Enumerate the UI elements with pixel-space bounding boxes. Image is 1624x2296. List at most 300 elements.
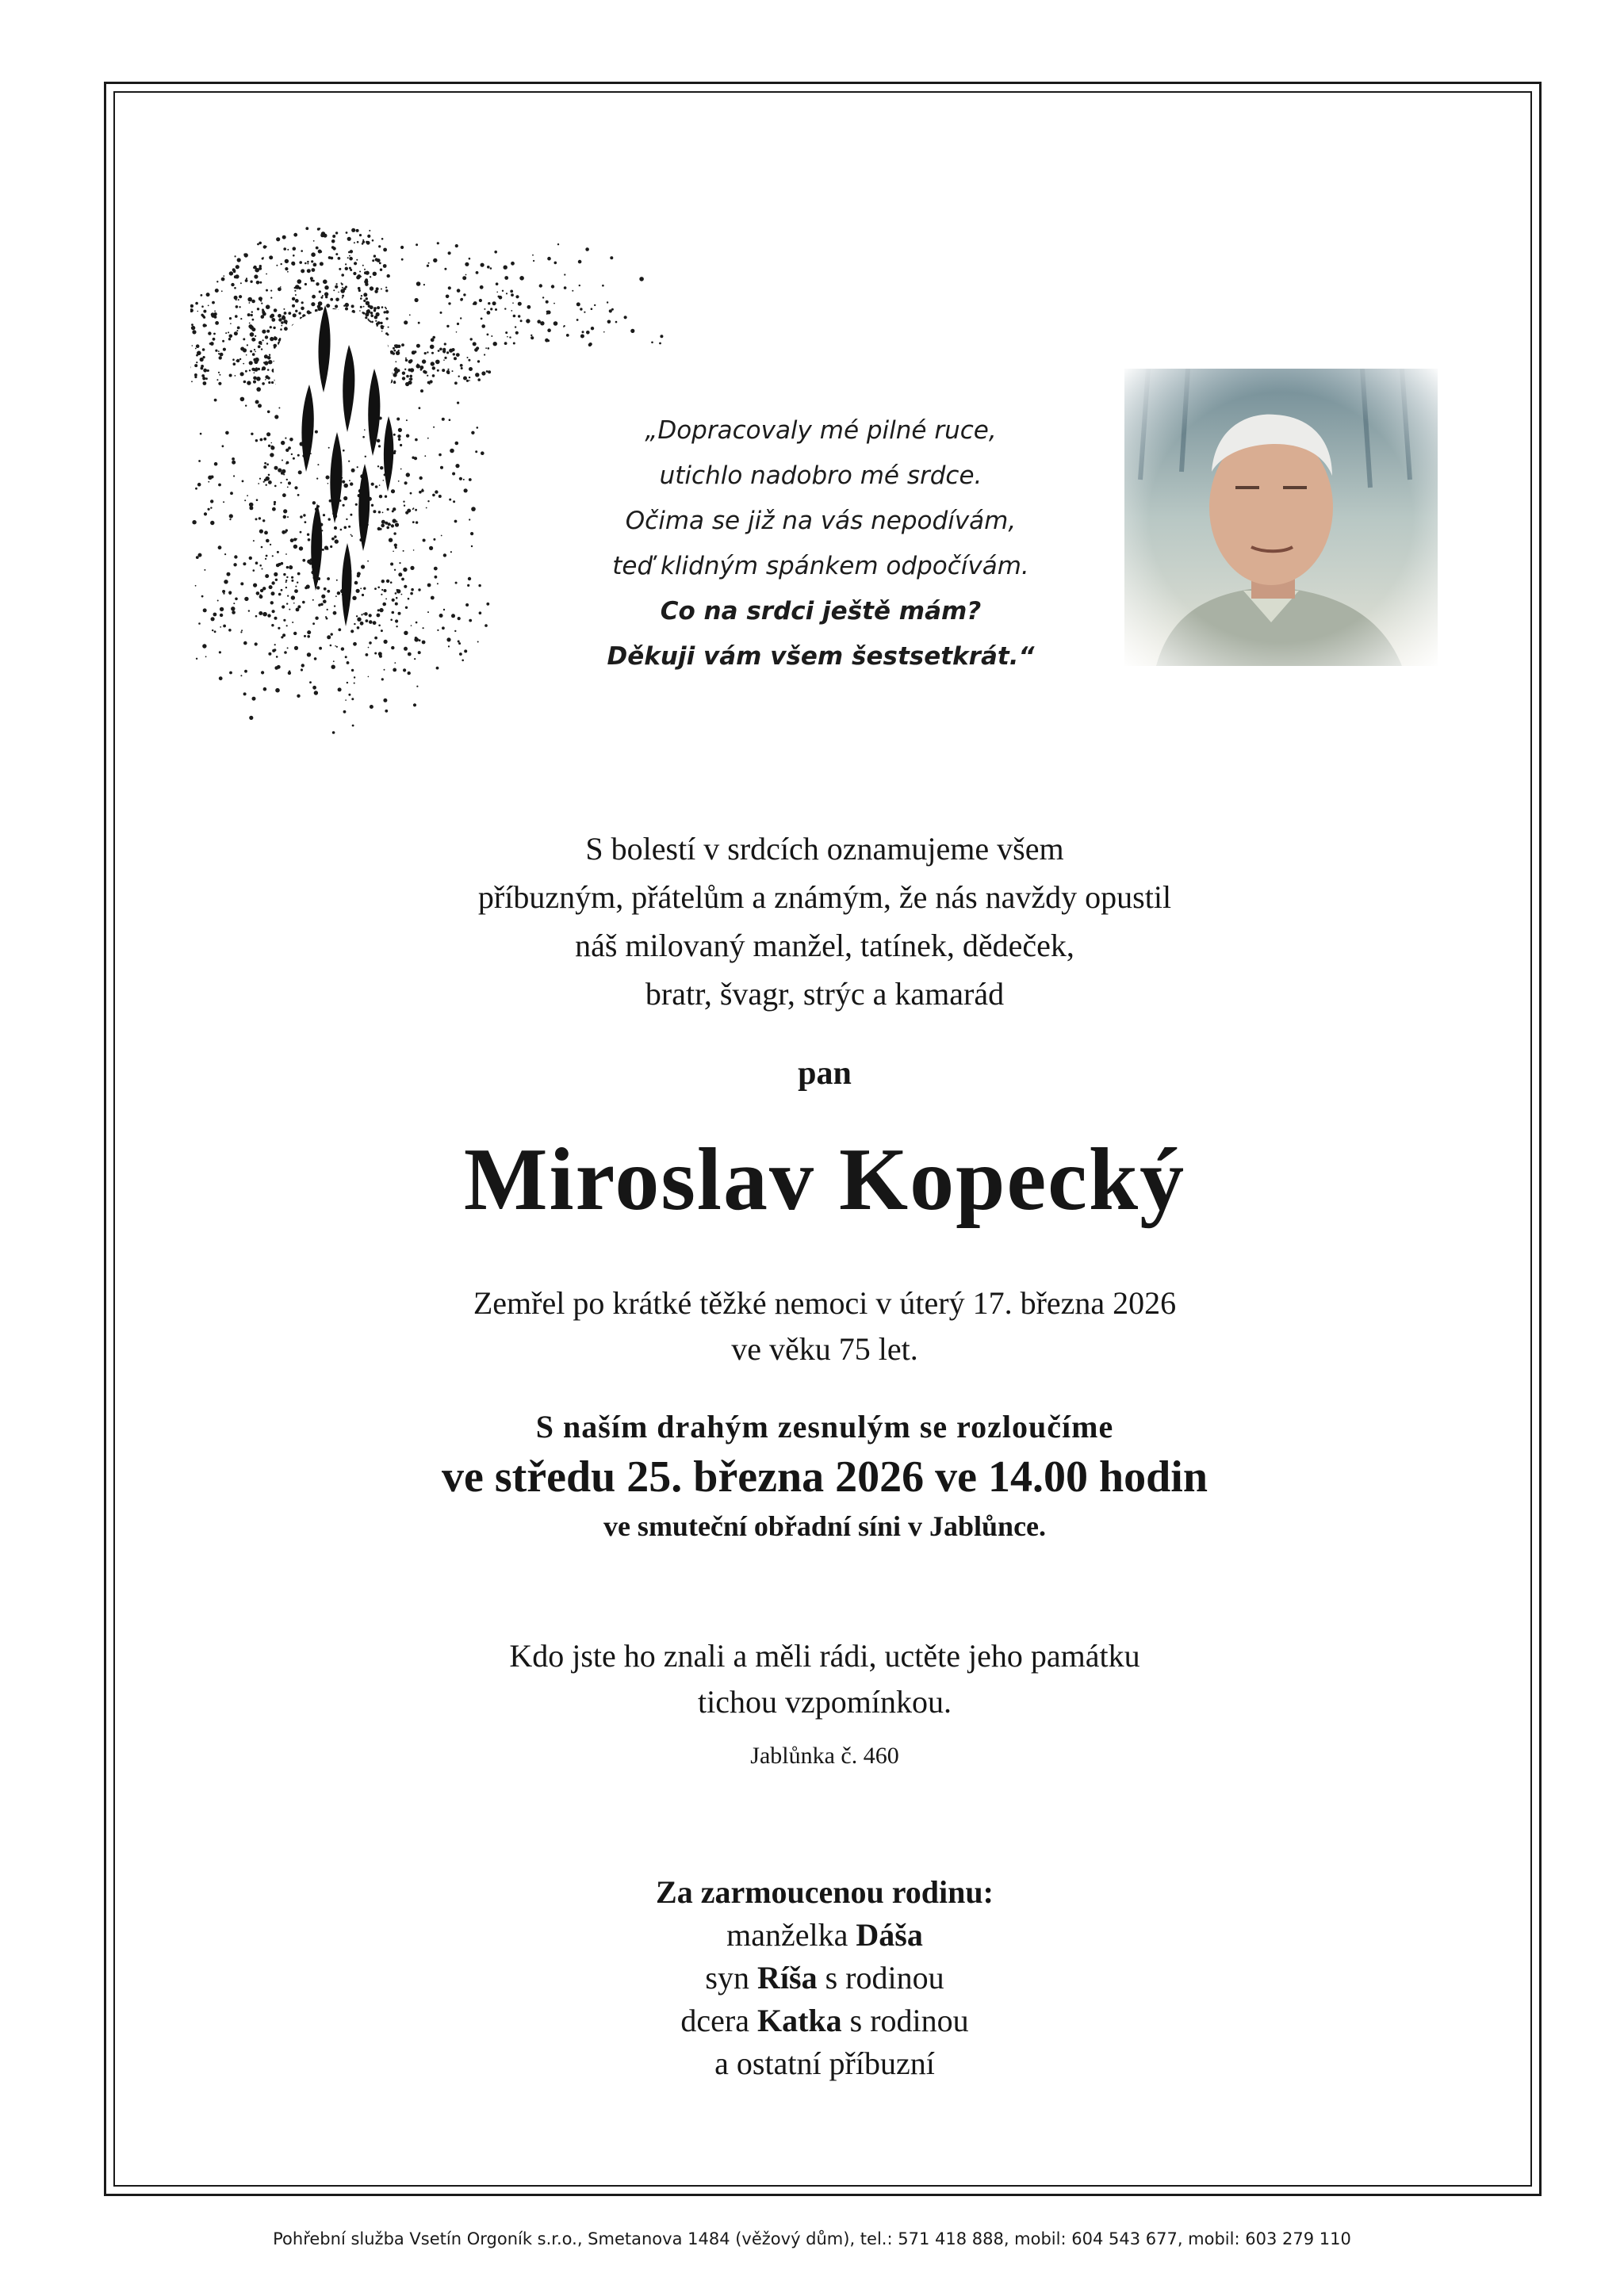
stipple-dot [210, 499, 213, 503]
stipple-dot [262, 568, 263, 570]
stipple-dot [348, 526, 350, 528]
suffix: s rodinou [825, 1960, 944, 1996]
stipple-dot [366, 297, 368, 300]
stipple-dot [223, 501, 224, 503]
remembrance-line: Kdo jste ho znali a měli rádi, uctěte jeho památku [509, 1638, 1140, 1674]
stipple-dot [294, 287, 297, 289]
stipple-dot [307, 269, 311, 273]
stipple-dot [259, 594, 261, 595]
stipple-dot [470, 338, 473, 340]
stipple-dot [272, 555, 274, 557]
stipple-dot [360, 306, 362, 308]
stipple-dot [530, 335, 532, 336]
stipple-dot [300, 515, 303, 519]
stipple-dot [390, 563, 393, 566]
stipple-dot [278, 314, 282, 318]
stipple-dot [381, 580, 385, 583]
stipple-dot [282, 530, 285, 534]
stipple-dot [259, 478, 261, 480]
stipple-dot [254, 372, 255, 373]
stipple-dot [365, 456, 366, 457]
stipple-dot [272, 610, 275, 613]
stipple-dot [253, 569, 255, 572]
stipple-dot [243, 692, 247, 695]
stipple-dot [448, 286, 451, 289]
stipple-dot [530, 336, 534, 339]
stipple-dot [453, 500, 455, 503]
stipple-dot [400, 444, 402, 446]
stipple-dot [350, 534, 352, 536]
stipple-dot [243, 348, 247, 352]
stipple-dot [228, 629, 232, 632]
stipple-dot [235, 255, 236, 257]
stipple-dot [261, 546, 263, 549]
stipple-dot [392, 611, 395, 614]
stipple-dot [243, 562, 246, 565]
stipple-dot [406, 419, 408, 421]
stipple-dot [396, 626, 397, 627]
stipple-dot [304, 635, 306, 637]
stipple-dot [385, 310, 389, 313]
stipple-dot [546, 300, 549, 304]
stipple-dot [270, 453, 274, 457]
stipple-dot [397, 434, 400, 438]
stipple-dot [377, 306, 380, 309]
stipple-dot [398, 480, 400, 482]
stipple-dot [457, 289, 461, 293]
stipple-dot [240, 318, 242, 320]
family-member-daughter [262, 1999, 1388, 2042]
stipple-dot [295, 586, 297, 587]
stipple-dot [488, 302, 490, 304]
stipple-dot [291, 580, 293, 582]
stipple-dot [300, 531, 302, 534]
stipple-dot [458, 642, 461, 645]
stipple-dot [208, 481, 209, 483]
stipple-dot [259, 281, 262, 284]
stipple-dot [384, 640, 388, 644]
stipple-dot [297, 695, 300, 698]
stipple-dot [311, 280, 313, 282]
stipple-dot [385, 599, 387, 600]
stipple-dot [372, 239, 374, 242]
stipple-dot [266, 330, 270, 333]
stipple-dot [221, 277, 225, 281]
stipple-dot [328, 256, 331, 259]
stipple-dot [409, 378, 411, 380]
stipple-dot [289, 609, 290, 610]
stipple-dot [212, 301, 215, 304]
stipple-dot [343, 450, 345, 452]
stipple-dot [355, 503, 358, 506]
stipple-dot [331, 538, 335, 541]
stipple-dot [356, 615, 358, 617]
stipple-dot [250, 332, 255, 337]
stipple-dot [418, 322, 420, 324]
stipple-dot [611, 308, 614, 311]
stipple-dot [435, 360, 440, 365]
stipple-dot [229, 514, 233, 518]
stipple-dot [266, 342, 268, 344]
stipple-dot [377, 609, 380, 611]
stipple-dot [251, 311, 253, 312]
stipple-dot [220, 607, 224, 611]
stipple-dot [281, 321, 284, 324]
stipple-dot [475, 450, 477, 453]
stipple-dot [379, 262, 381, 265]
stipple-dot [553, 303, 555, 304]
farewell-intro: S naším drahým zesnulým se rozloučíme [535, 1409, 1114, 1445]
stipple-dot [659, 342, 661, 345]
stipple-dot [342, 287, 343, 289]
stipple-dot [463, 293, 465, 296]
stipple-dot [554, 262, 557, 265]
stipple-dot [255, 351, 256, 353]
stipple-dot [418, 588, 420, 591]
stipple-dot [281, 562, 284, 565]
stipple-dot [206, 293, 210, 297]
stipple-dot [282, 235, 286, 239]
stipple-dot [262, 369, 263, 370]
stipple-dot [315, 430, 318, 434]
stipple-dot [263, 245, 266, 248]
stipple-dot [437, 242, 439, 244]
stipple-dot [297, 582, 298, 584]
stipple-dot [432, 494, 435, 497]
death-line: Zemřel po krátké těžké nemoci v úterý 17. března 2026 [473, 1285, 1177, 1321]
stipple-dot [224, 553, 226, 555]
stipple-dot [281, 325, 282, 327]
stipple-dot [393, 352, 396, 355]
stipple-dot [527, 305, 531, 309]
stipple-dot [312, 686, 316, 690]
stipple-dot [312, 599, 314, 601]
stipple-dot [564, 286, 567, 289]
stipple-dot [236, 330, 238, 331]
stipple-dot [384, 311, 386, 313]
stipple-dot [251, 433, 253, 435]
stipple-dot [243, 363, 244, 365]
stipple-dot [458, 617, 461, 620]
stipple-dot [315, 617, 318, 620]
stipple-dot [205, 656, 207, 657]
stipple-dot [213, 613, 217, 617]
stipple-dot [319, 290, 321, 293]
stipple-dot [427, 500, 429, 502]
stipple-dot [553, 321, 558, 326]
stipple-dot [381, 524, 385, 528]
member-name: Katka [756, 2003, 842, 2038]
stipple-dot [439, 495, 442, 498]
stipple-dot [262, 258, 264, 260]
stipple-dot [287, 647, 289, 649]
stipple-dot [365, 316, 367, 319]
stipple-dot [427, 584, 431, 587]
stipple-dot [221, 290, 223, 292]
stipple-dot [456, 353, 460, 357]
stipple-dot [200, 358, 204, 362]
stipple-dot [220, 614, 223, 617]
stipple-dot [423, 627, 424, 629]
stipple-dot [475, 373, 479, 377]
stipple-dot [415, 509, 417, 511]
stipple-dot [354, 623, 355, 625]
stipple-dot [213, 338, 216, 341]
stipple-dot [442, 418, 445, 421]
stipple-dot [465, 274, 467, 276]
stipple-dot [298, 470, 302, 474]
stipple-dot [433, 258, 437, 262]
stipple-dot [379, 495, 382, 498]
stipple-dot [546, 313, 548, 315]
stipple-dot [233, 475, 235, 476]
stipple-dot [256, 281, 260, 285]
stipple-dot [481, 263, 485, 267]
stipple-dot [195, 348, 197, 350]
stipple-dot [373, 272, 377, 276]
stipple-dot [394, 373, 396, 374]
stipple-dot [249, 302, 251, 304]
stipple-dot [607, 301, 608, 303]
stipple-dot [460, 317, 462, 319]
stipple-dot [346, 519, 347, 520]
stipple-dot [252, 353, 255, 356]
stipple-dot [427, 438, 429, 439]
stipple-dot [259, 517, 261, 519]
stipple-dot [349, 257, 353, 261]
stipple-dot [369, 641, 372, 645]
stipple-dot [335, 304, 338, 308]
stipple-dot [344, 526, 347, 530]
stipple-dot [423, 539, 426, 542]
stipple-dot [222, 445, 224, 447]
stipple-dot [265, 335, 268, 339]
stipple-dot [255, 615, 258, 618]
stipple-dot [244, 499, 246, 501]
stipple-dot [274, 485, 277, 488]
stipple-dot [280, 328, 282, 331]
stipple-dot [284, 327, 288, 331]
stipple-dot [479, 611, 482, 614]
stipple-dot [361, 564, 365, 568]
stipple-dot [364, 271, 367, 274]
stipple-dot [252, 697, 256, 701]
stipple-dot [285, 580, 287, 581]
stipple-dot [362, 239, 364, 241]
stipple-dot [389, 524, 391, 526]
stipple-dot [395, 592, 397, 595]
stipple-dot [287, 487, 289, 488]
stipple-dot [350, 269, 352, 271]
stipple-dot [288, 481, 291, 484]
stipple-dot [289, 671, 290, 672]
stipple-dot [398, 612, 401, 615]
stipple-dot [383, 248, 387, 252]
stipple-dot [307, 635, 310, 638]
stipple-dot [255, 335, 256, 337]
stipple-dot [271, 318, 275, 322]
stipple-dot [419, 476, 423, 480]
stipple-dot [370, 276, 371, 277]
stipple-dot [387, 508, 389, 511]
stipple-dot [339, 268, 341, 270]
stipple-dot [357, 626, 360, 629]
stipple-dot [540, 321, 544, 325]
stipple-dot [214, 462, 218, 466]
stipple-dot [347, 682, 348, 683]
stipple-dot [340, 289, 345, 293]
stipple-dot [230, 323, 232, 324]
stipple-dot [229, 592, 232, 595]
stipple-dot [345, 267, 348, 270]
stipple-dot [265, 558, 266, 560]
stipple-dot [585, 247, 589, 251]
stipple-dot [239, 295, 242, 298]
stipple-dot [487, 311, 491, 315]
stipple-dot [448, 302, 450, 304]
stipple-dot [261, 315, 265, 319]
remembrance-text [262, 1633, 1388, 1725]
stipple-dot [403, 501, 404, 503]
stipple-dot [368, 304, 371, 308]
stipple-dot [477, 378, 481, 381]
stipple-dot [251, 314, 253, 316]
stipple-dot [293, 545, 297, 549]
stipple-dot [254, 274, 258, 278]
stipple-dot [345, 308, 348, 311]
stipple-dot [542, 297, 544, 298]
stipple-dot [326, 618, 328, 620]
stipple-dot [336, 580, 338, 581]
stipple-dot [356, 229, 359, 232]
stipple-dot [208, 508, 210, 511]
stipple-dot [492, 301, 496, 305]
stipple-dot [496, 292, 498, 293]
stipple-dot [410, 359, 413, 362]
stipple-dot [278, 287, 282, 291]
stipple-dot [274, 415, 278, 419]
stipple-dot [270, 337, 274, 341]
stipple-dot [196, 344, 200, 348]
stipple-dot [504, 342, 508, 345]
stipple-dot [268, 360, 272, 364]
stipple-dot [471, 507, 476, 511]
stipple-dot [234, 331, 238, 335]
stipple-dot [539, 284, 542, 287]
stipple-dot [380, 269, 382, 271]
stipple-dot [471, 545, 473, 547]
stipple-dot [454, 630, 456, 632]
stipple-dot [481, 371, 485, 375]
stipple-dot [285, 267, 288, 270]
stipple-dot [615, 321, 618, 323]
stipple-dot [394, 569, 396, 571]
stipple-dot [455, 244, 458, 247]
stipple-dot [261, 671, 264, 674]
stipple-dot [398, 428, 402, 432]
stipple-dot [210, 507, 212, 508]
stipple-dot [370, 705, 373, 709]
stipple-dot [295, 285, 300, 289]
stipple-dot [219, 356, 222, 359]
stipple-dot [334, 605, 335, 607]
stipple-dot [292, 262, 295, 266]
stipple-dot [263, 687, 267, 691]
stipple-dot [394, 544, 397, 547]
stipple-dot [459, 477, 462, 480]
stipple-dot [268, 480, 272, 484]
stipple-dot [282, 605, 285, 608]
stipple-dot [308, 538, 311, 541]
stipple-dot [255, 381, 256, 382]
stipple-dot [362, 241, 365, 243]
stipple-dot [274, 617, 278, 620]
stipple-dot [457, 323, 459, 325]
stipple-dot [433, 538, 435, 541]
stipple-dot [201, 367, 204, 370]
stipple-dot [256, 387, 261, 392]
stipple-dot [255, 518, 258, 520]
stipple-dot [348, 251, 350, 254]
stipple-dot [249, 506, 253, 510]
stipple-dot [406, 375, 409, 378]
stipple-dot [336, 646, 338, 648]
stipple-dot [391, 489, 395, 493]
stipple-dot [307, 630, 311, 634]
relation: dcera [680, 2003, 749, 2038]
stipple-dot [285, 529, 288, 531]
stipple-dot [383, 698, 387, 702]
stipple-dot [313, 263, 317, 267]
stipple-dot [455, 582, 458, 584]
stipple-dot [473, 303, 475, 305]
stipple-dot [324, 285, 328, 289]
stipple-dot [271, 446, 274, 448]
stipple-dot [264, 354, 268, 358]
stipple-dot [443, 351, 446, 354]
stipple-dot [363, 300, 366, 302]
death-details [262, 1280, 1388, 1372]
stipple-dot [401, 578, 404, 581]
stipple-dot [477, 641, 479, 643]
stipple-dot [280, 286, 282, 288]
stipple-dot [259, 564, 262, 567]
stipple-dot [320, 233, 324, 237]
stipple-dot [287, 249, 289, 251]
stipple-dot [487, 266, 490, 269]
stipple-dot [348, 461, 350, 462]
stipple-dot [215, 350, 217, 352]
stipple-dot [306, 584, 310, 588]
stipple-dot [477, 360, 480, 362]
stipple-dot [509, 336, 511, 338]
stipple-dot [343, 484, 348, 488]
stipple-dot [285, 323, 287, 324]
stipple-dot [227, 572, 231, 576]
stipple-dot [278, 318, 282, 321]
stipple-dot [340, 529, 343, 531]
stipple-dot [283, 509, 287, 513]
stipple-dot [309, 681, 312, 683]
stipple-dot [393, 434, 396, 436]
stipple-dot [266, 432, 270, 436]
stipple-dot [236, 359, 239, 362]
stipple-dot [289, 565, 293, 569]
stipple-dot [286, 461, 289, 465]
stipple-dot [360, 587, 362, 589]
stipple-dot [458, 641, 460, 643]
stipple-dot [390, 581, 393, 584]
